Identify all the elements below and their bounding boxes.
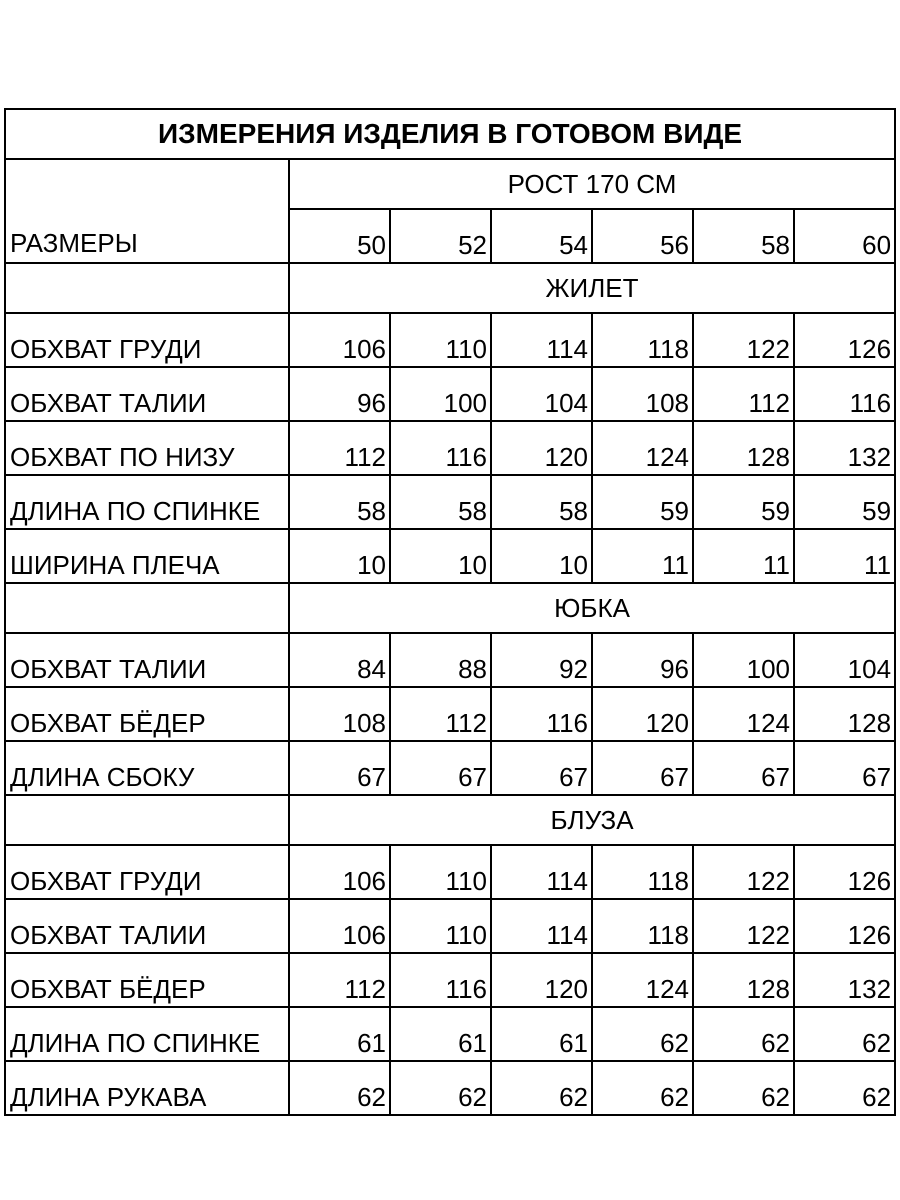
measurement-value: 126 xyxy=(794,899,895,953)
measurement-label: ДЛИНА ПО СПИНКЕ xyxy=(5,1007,289,1061)
measurement-value: 59 xyxy=(693,475,794,529)
measurement-value: 120 xyxy=(592,687,693,741)
size-chart-body xyxy=(5,109,895,1115)
measurement-value: 108 xyxy=(289,687,390,741)
section-header-row xyxy=(5,583,895,633)
section-blank-cell xyxy=(5,263,289,313)
measurement-value: 110 xyxy=(390,313,491,367)
size-value: 52 xyxy=(390,209,491,263)
measurement-value: 11 xyxy=(794,529,895,583)
table-row xyxy=(5,741,895,795)
measurement-value: 67 xyxy=(289,741,390,795)
measurement-value: 104 xyxy=(794,633,895,687)
measurement-value: 126 xyxy=(794,845,895,899)
measurement-value: 128 xyxy=(693,421,794,475)
measurement-value: 122 xyxy=(693,313,794,367)
measurement-value: 118 xyxy=(592,845,693,899)
section-title: БЛУЗА xyxy=(289,795,895,845)
measurement-value: 106 xyxy=(289,313,390,367)
measurement-label: ДЛИНА РУКАВА xyxy=(5,1061,289,1115)
measurement-value: 67 xyxy=(693,741,794,795)
measurement-value: 61 xyxy=(289,1007,390,1061)
measurement-value: 11 xyxy=(693,529,794,583)
measurement-value: 62 xyxy=(491,1061,592,1115)
measurement-value: 58 xyxy=(491,475,592,529)
measurement-value: 10 xyxy=(289,529,390,583)
table-row xyxy=(5,367,895,421)
section-header-row xyxy=(5,795,895,845)
measurement-value: 59 xyxy=(794,475,895,529)
size-value: 58 xyxy=(693,209,794,263)
measurement-value: 106 xyxy=(289,845,390,899)
table-row xyxy=(5,953,895,1007)
measurement-value: 106 xyxy=(289,899,390,953)
measurement-value: 62 xyxy=(390,1061,491,1115)
measurement-value: 120 xyxy=(491,421,592,475)
measurement-value: 110 xyxy=(390,899,491,953)
measurement-value: 124 xyxy=(592,421,693,475)
measurement-value: 67 xyxy=(491,741,592,795)
measurement-value: 62 xyxy=(693,1007,794,1061)
measurement-value: 67 xyxy=(390,741,491,795)
measurement-value: 128 xyxy=(693,953,794,1007)
measurement-value: 59 xyxy=(592,475,693,529)
measurement-value: 62 xyxy=(592,1007,693,1061)
table-row xyxy=(5,899,895,953)
measurement-value: 11 xyxy=(592,529,693,583)
measurement-value: 108 xyxy=(592,367,693,421)
measurement-value: 116 xyxy=(491,687,592,741)
size-value: 54 xyxy=(491,209,592,263)
measurement-value: 10 xyxy=(491,529,592,583)
measurement-value: 116 xyxy=(794,367,895,421)
section-title: ЖИЛЕТ xyxy=(289,263,895,313)
section-title: ЮБКА xyxy=(289,583,895,633)
measurement-value: 62 xyxy=(289,1061,390,1115)
measurement-value: 114 xyxy=(491,845,592,899)
title-row xyxy=(5,109,895,159)
table-row xyxy=(5,1061,895,1115)
measurement-label: ОБХВАТ ТАЛИИ xyxy=(5,367,289,421)
size-chart-table xyxy=(4,108,896,1116)
size-value: 60 xyxy=(794,209,895,263)
measurement-label: ДЛИНА ПО СПИНКЕ xyxy=(5,475,289,529)
table-row xyxy=(5,529,895,583)
measurement-value: 118 xyxy=(592,313,693,367)
measurement-label: ОБХВАТ ГРУДИ xyxy=(5,845,289,899)
measurement-label: ОБХВАТ ПО НИЗУ xyxy=(5,421,289,475)
table-row xyxy=(5,633,895,687)
measurement-value: 122 xyxy=(693,899,794,953)
measurement-value: 92 xyxy=(491,633,592,687)
measurement-value: 116 xyxy=(390,953,491,1007)
measurement-value: 124 xyxy=(693,687,794,741)
table-row xyxy=(5,687,895,741)
measurement-label: ОБХВАТ БЁДЕР xyxy=(5,687,289,741)
table-row xyxy=(5,421,895,475)
table-title: ИЗМЕРЕНИЯ ИЗДЕЛИЯ В ГОТОВОМ ВИДЕ xyxy=(5,109,895,159)
measurement-value: 114 xyxy=(491,899,592,953)
measurement-label: ОБХВАТ ТАЛИИ xyxy=(5,899,289,953)
measurement-value: 100 xyxy=(693,633,794,687)
measurement-value: 62 xyxy=(794,1007,895,1061)
measurement-value: 61 xyxy=(491,1007,592,1061)
measurement-value: 61 xyxy=(390,1007,491,1061)
section-blank-cell xyxy=(5,795,289,845)
measurement-label: ДЛИНА СБОКУ xyxy=(5,741,289,795)
measurement-label: ШИРИНА ПЛЕЧА xyxy=(5,529,289,583)
measurement-label: ОБХВАТ ГРУДИ xyxy=(5,313,289,367)
measurement-value: 88 xyxy=(390,633,491,687)
measurement-value: 112 xyxy=(289,421,390,475)
size-value: 56 xyxy=(592,209,693,263)
section-header-row xyxy=(5,263,895,313)
height-label: РОСТ 170 СМ xyxy=(289,159,895,209)
measurement-value: 96 xyxy=(592,633,693,687)
measurement-value: 126 xyxy=(794,313,895,367)
measurement-value: 118 xyxy=(592,899,693,953)
table-row xyxy=(5,845,895,899)
sizes-label: РАЗМЕРЫ xyxy=(5,159,289,263)
measurement-value: 112 xyxy=(693,367,794,421)
measurement-value: 96 xyxy=(289,367,390,421)
measurement-value: 128 xyxy=(794,687,895,741)
measurement-value: 122 xyxy=(693,845,794,899)
measurement-value: 62 xyxy=(693,1061,794,1115)
measurement-value: 124 xyxy=(592,953,693,1007)
measurement-value: 58 xyxy=(289,475,390,529)
height-row xyxy=(5,159,895,209)
section-blank-cell xyxy=(5,583,289,633)
measurement-value: 114 xyxy=(491,313,592,367)
measurement-value: 100 xyxy=(390,367,491,421)
table-row xyxy=(5,1007,895,1061)
measurement-value: 116 xyxy=(390,421,491,475)
table-row xyxy=(5,475,895,529)
measurement-value: 132 xyxy=(794,421,895,475)
size-value: 50 xyxy=(289,209,390,263)
measurement-value: 120 xyxy=(491,953,592,1007)
measurement-value: 58 xyxy=(390,475,491,529)
measurement-value: 67 xyxy=(592,741,693,795)
measurement-value: 10 xyxy=(390,529,491,583)
measurement-value: 110 xyxy=(390,845,491,899)
measurement-value: 67 xyxy=(794,741,895,795)
table-row xyxy=(5,313,895,367)
measurement-value: 62 xyxy=(794,1061,895,1115)
measurement-value: 84 xyxy=(289,633,390,687)
measurement-value: 132 xyxy=(794,953,895,1007)
measurement-value: 112 xyxy=(289,953,390,1007)
measurement-label: ОБХВАТ БЁДЕР xyxy=(5,953,289,1007)
measurement-value: 104 xyxy=(491,367,592,421)
measurement-label: ОБХВАТ ТАЛИИ xyxy=(5,633,289,687)
measurement-value: 112 xyxy=(390,687,491,741)
measurement-value: 62 xyxy=(592,1061,693,1115)
